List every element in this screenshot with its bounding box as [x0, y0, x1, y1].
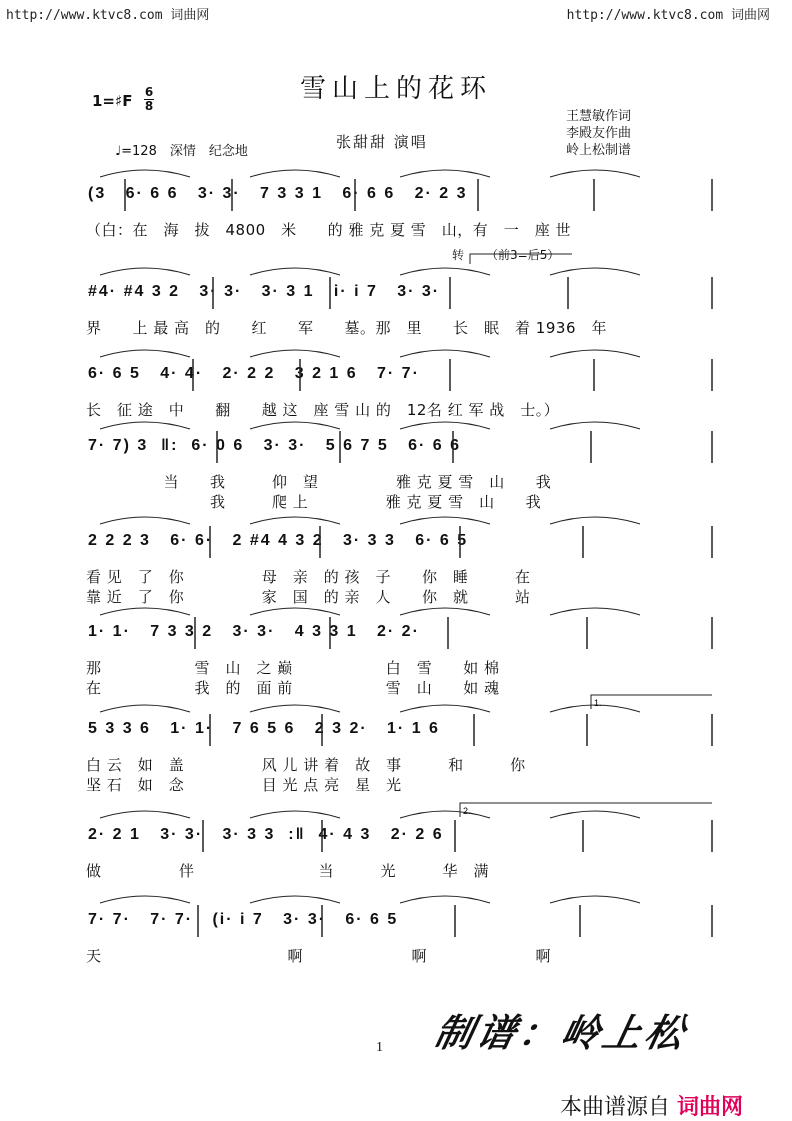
volta-1-bracket	[591, 695, 712, 709]
lyricist-credit: 王慧敏作词	[566, 109, 632, 124]
slur	[250, 705, 340, 712]
source-footer	[560, 1090, 743, 1121]
slur	[100, 350, 190, 357]
lyric-line: 坚 石 如 念 目 光 点 亮 星 光	[86, 776, 402, 794]
lyric-line: 靠 近 了 你 家 国 的 亲 人 你 就 站	[86, 588, 531, 606]
slur	[100, 268, 190, 275]
slur	[100, 811, 190, 818]
slur	[400, 608, 490, 615]
source-label: 本曲谱源自	[560, 1095, 671, 1120]
slur	[250, 422, 340, 429]
slur	[400, 896, 490, 903]
slur	[250, 517, 340, 524]
slur	[100, 517, 190, 524]
slur	[250, 896, 340, 903]
slur	[400, 811, 490, 818]
slur	[100, 422, 190, 429]
slur	[250, 268, 340, 275]
slur	[400, 517, 490, 524]
slur	[550, 608, 640, 615]
slur	[250, 811, 340, 818]
slur	[400, 705, 490, 712]
slur	[550, 170, 640, 177]
lyric-line: （白：在 海 拔 4800 米 的 雅 克 夏 雪 山，有 一 座 世	[86, 221, 572, 239]
volta-2-bracket	[460, 803, 712, 817]
composer-credit: 李殿友作曲	[566, 126, 632, 141]
watermark-right: http://www.ktvc8.com 词曲网	[566, 8, 770, 23]
slur	[100, 608, 190, 615]
source-brand: 词曲网	[677, 1095, 744, 1120]
notation-row: 7· 7) 3 ‖: 6· 0 6 3· 3· 5 6 7 5 6· 6 6	[88, 437, 474, 454]
slur	[400, 268, 490, 275]
arranger-signature: 制谱：岭上松	[430, 1010, 693, 1055]
slur	[550, 422, 640, 429]
volta-1-label: 1.	[594, 698, 602, 708]
notation-row: 5 3 3 6 1· 1· 7 6 5 6 2 3 2· 1· 1 6	[88, 720, 453, 737]
lyric-line: 我 爬 上 雅 克 夏 雪 山 我	[86, 493, 542, 511]
lyric-line: 当 我 仰 望 雅 克 夏 雪 山 我	[86, 473, 552, 491]
notation-row: 1· 1· 7 3 3 2 3· 3· 4 3 3 1 2· 2·	[88, 623, 433, 640]
modulation-label: 转	[452, 248, 465, 262]
slur	[550, 811, 640, 818]
volta-2-label: 2.	[463, 806, 471, 816]
modulation-note: （前3=后5）	[486, 248, 560, 262]
slur	[550, 517, 640, 524]
lyric-line: 看 见 了 你 母 亲 的 孩 子 你 睡 在	[86, 568, 531, 586]
lyric-line: 那 雪 山 之 巅 白 雪 如 棉	[86, 659, 500, 677]
notation-row: #4· #4 3 2 3· 3· 3· 3 1 i· i 7 3· 3·	[88, 283, 454, 300]
slur	[550, 350, 640, 357]
slur	[250, 350, 340, 357]
watermark-left: http://www.ktvc8.com 词曲网	[6, 8, 210, 23]
tempo-marking: ♩=128 深情 纪念地	[115, 144, 248, 159]
key-signature: 1=♯F	[92, 92, 133, 110]
notation-row: (3 6· 6 6 3· 3· 7 3 3 1 6· 6 6 2· 2 3	[88, 185, 481, 202]
slur	[400, 170, 490, 177]
lyric-line: 界 上 最 高 的 红 军 墓。那 里 长 眠 着 1936 年	[86, 319, 607, 337]
arranger-credit: 岭上松制谱	[566, 143, 632, 158]
slur	[550, 268, 640, 275]
slur	[250, 170, 340, 177]
slur	[100, 896, 190, 903]
lyric-line: 天 啊 啊 啊	[86, 947, 552, 965]
notation-row: 7· 7· 7· 7· (i· i 7 3· 3· 6· 6 5	[88, 911, 412, 928]
song-title: 雪山上的花环	[300, 74, 493, 104]
lyric-line: 白 云 如 盖 风 儿 讲 着 故 事 和 你	[86, 756, 526, 774]
slur	[100, 705, 190, 712]
lyric-line: 在 我 的 面 前 雪 山 如 魂	[86, 679, 500, 697]
lyric-line: 做 伴 当 光 华 满	[86, 862, 490, 880]
slur	[250, 608, 340, 615]
slur	[550, 896, 640, 903]
lyric-line: 长 征 途 中 翻 越 这 座 雪 山 的 12名 红 军 战 士。）	[86, 401, 560, 419]
singer-credit: 张甜甜 演唱	[336, 133, 428, 151]
slur	[400, 422, 490, 429]
notation-row: 6· 6 5 4· 4· 2· 2 2 3 2 1 6 7· 7·	[88, 365, 433, 382]
slur	[100, 170, 190, 177]
notation-row: 2· 2 1 3· 3· 3· 3 3 :‖ 4· 4 3 2· 2 6	[88, 826, 457, 843]
time-signature-bottom: 8	[144, 99, 154, 113]
page-number: 1	[376, 1040, 383, 1055]
notation-row: 2 2 2 3 6· 6· 2 #4 4 3 2 3· 3 3 6· 6 5	[88, 532, 482, 549]
time-signature-top: 6	[144, 85, 154, 99]
slur	[400, 350, 490, 357]
modulation-bracket	[470, 254, 572, 264]
